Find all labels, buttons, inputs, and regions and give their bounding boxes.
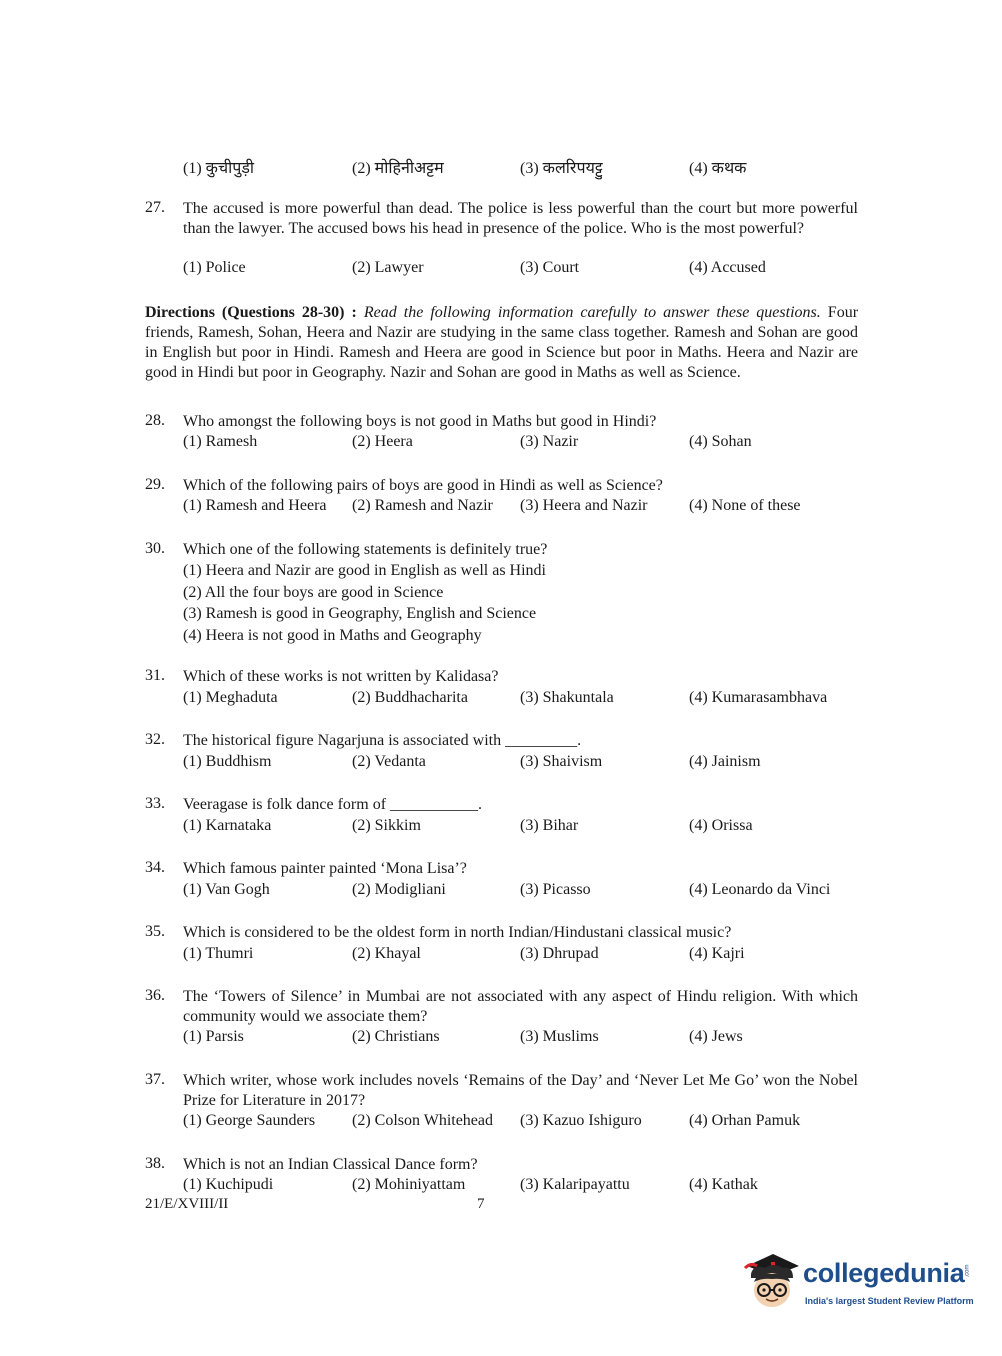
question-text: Which of the following pairs of boys are good in Hindi as well as Science? [183, 477, 663, 494]
option: (3) कलरिपयट्टु [520, 160, 603, 177]
option: (1) Ramesh [183, 433, 258, 450]
q26-options [183, 156, 863, 176]
option: (3) Heera and Nazir [520, 497, 648, 514]
page-number: 7 [477, 1196, 485, 1212]
option: (1) कुचीपुड़ी [183, 160, 255, 177]
option: (2) Heera [352, 433, 413, 450]
option: (2) Christians [352, 1028, 440, 1045]
question-text: The ‘Towers of Silence’ in Mumbai are not associated with any aspect of Hindu religion. With which community would we associate them? [183, 988, 858, 1025]
q30-options [183, 560, 546, 646]
option: (1) Thumri [183, 945, 254, 962]
option: (4) Leonardo da Vinci [689, 881, 831, 898]
option: (3) Kalaripayattu [520, 1176, 630, 1193]
option: (3) Shaivism [520, 753, 603, 770]
directions-instruction: Read the following information carefully to answer these questions. [363, 304, 821, 321]
question-text: Which writer, whose work includes novels ‘Remains of the Day’ and ‘Never Let Me Go’ won the Nobel Prize for Literature in 2017? [183, 1072, 858, 1109]
option: (4) Kumarasambhava [689, 689, 828, 706]
option: (4) Heera is not good in Maths and Geography [183, 626, 482, 644]
question-number: 31. [145, 667, 165, 684]
question-text: Which is not an Indian Classical Dance form? [183, 1156, 478, 1173]
question-text: Veeragase is folk dance form of ___________. [183, 796, 483, 813]
question-text: The historical figure Nagarjuna is associated with _________. [183, 732, 582, 749]
logo-suffix: .com [964, 1264, 971, 1278]
question-text: Who amongst the following boys is not good in Maths but good in Hindi? [183, 413, 657, 430]
question-number: 28. [145, 412, 165, 429]
option: (4) Accused [689, 259, 766, 276]
question-text: The accused is more powerful than dead. The police is less powerful than the court but more powerful than the lawyer. The accused bows his head in presence of the police. Who is the most powerful? [183, 200, 858, 237]
q32-options [183, 753, 863, 773]
option: (1) Van Gogh [183, 881, 270, 898]
option: (1) Karnataka [183, 817, 272, 834]
option: (2) Sikkim [352, 817, 421, 834]
paper-code: 21/E/XVIII/II [145, 1196, 229, 1212]
option: (2) Colson Whitehead [352, 1112, 494, 1129]
question-text: Which famous painter painted ‘Mona Lisa’? [183, 860, 467, 877]
directions [145, 303, 858, 383]
question-number: 33. [145, 795, 165, 812]
option: (1) Buddhism [183, 753, 272, 770]
option: (4) कथक [689, 160, 747, 177]
question-number: 30. [145, 540, 165, 557]
q38-options [183, 1176, 863, 1196]
question-text: Which of these works is not written by Kalidasa? [183, 668, 499, 685]
question-text: Which is considered to be the oldest form in north Indian/Hindustani classical music? [183, 924, 732, 941]
option: (2) मोहिनीअट्टम [352, 160, 444, 177]
q34-options [183, 881, 863, 901]
option: (2) All the four boys are good in Science [183, 583, 444, 601]
logo-tagline: India's largest Student Review Platform [805, 1296, 974, 1306]
mascot-icon [743, 1252, 801, 1316]
option: (1) Police [183, 259, 246, 276]
option: (2) Ramesh and Nazir [352, 497, 493, 514]
option: (3) Ramesh is good in Geography, English and Science [183, 605, 537, 622]
option: (4) None of these [689, 497, 801, 514]
question-number: 27. [145, 199, 165, 216]
q31-options [183, 689, 863, 709]
option: (4) Sohan [689, 433, 752, 450]
option: (1) Heera and Nazir are good in English as well as Hindi [183, 562, 546, 579]
question-number: 38. [145, 1155, 165, 1172]
question-text: Which one of the following statements is definitely true? [183, 541, 548, 558]
question-number: 34. [145, 859, 165, 876]
option: (4) Kathak [689, 1176, 758, 1193]
q29-options [183, 497, 863, 517]
q35-options [183, 945, 863, 965]
q27-options [183, 259, 863, 279]
option: (1) Kuchipudi [183, 1176, 274, 1193]
option: (4) Orissa [689, 817, 753, 834]
q28-options [183, 433, 863, 453]
option: (4) Orhan Pamuk [689, 1112, 801, 1129]
option: (3) Picasso [520, 881, 591, 898]
option: (4) Jews [689, 1028, 743, 1045]
directions-body: Four friends, Ramesh, Sohan, Heera and Nazir are studying in the same class together. Ramesh and Sohan are good in English but poor in Hindi. Ramesh and Heera are good in Science but poor in Maths. Heera and Nazir are good in Hindi but poor in Geography. Nazir and Sohan are good in Maths as well as Science. [145, 304, 859, 381]
option: (3) Dhrupad [520, 945, 599, 962]
option: (3) Bihar [520, 817, 579, 834]
question-number: 29. [145, 476, 165, 493]
option: (3) Court [520, 259, 580, 276]
option: (3) Kazuo Ishiguro [520, 1112, 642, 1129]
option: (2) Mohiniyattam [352, 1176, 466, 1193]
option: (3) Muslims [520, 1028, 599, 1045]
option: (1) George Saunders [183, 1112, 316, 1129]
directions-label: Directions (Questions 28-30) : [145, 304, 357, 321]
option: (1) Parsis [183, 1028, 244, 1045]
question-number: 37. [145, 1071, 165, 1088]
option: (1) Meghaduta [183, 689, 278, 706]
q36-options [183, 1028, 863, 1048]
collegedunia-logo[interactable] [743, 1252, 973, 1316]
logo-wordmark: collegedunia [803, 1258, 965, 1288]
option: (3) Nazir [520, 433, 579, 450]
option: (2) Lawyer [352, 259, 424, 276]
question-number: 36. [145, 987, 165, 1004]
option: (4) Jainism [689, 753, 761, 770]
option: (2) Buddhacharita [352, 689, 468, 706]
option: (2) Vedanta [352, 753, 426, 770]
question-number: 32. [145, 731, 165, 748]
option: (2) Khayal [352, 945, 421, 962]
q37-options [183, 1112, 863, 1132]
question-number: 35. [145, 923, 165, 940]
option: (2) Modigliani [352, 881, 446, 898]
option: (3) Shakuntala [520, 689, 614, 706]
option: (4) Kajri [689, 945, 745, 962]
q33-options [183, 817, 863, 837]
option: (1) Ramesh and Heera [183, 497, 327, 514]
